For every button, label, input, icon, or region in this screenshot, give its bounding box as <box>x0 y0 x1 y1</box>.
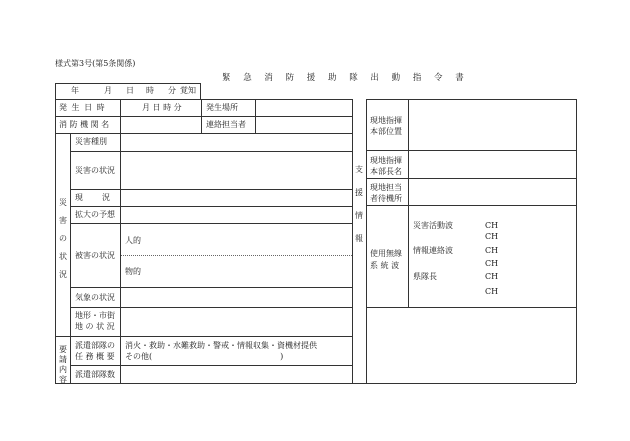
radio-entry-channel: CH <box>485 272 499 281</box>
radio-entry-channel: CH <box>485 221 499 230</box>
radio-entry-name: 県隊長 <box>413 272 437 281</box>
receipt-year-label: 年 <box>71 86 79 95</box>
mission-options-text: 消火・救助・水難救助・警戒・情報収集・資機材提供 <box>125 341 317 350</box>
hq-chief-label-line2: 本部長名 <box>370 167 402 176</box>
receipt-minute-label: 分 <box>168 86 176 95</box>
radio-entry-channel: CH <box>485 246 499 255</box>
occurrence-datetime-label: 発 生 日 時 <box>59 103 106 112</box>
damage-status-label: 被害の状況 <box>75 251 115 260</box>
radio-entry-channel: CH <box>485 259 499 268</box>
hq-chief-label-line1: 現地指揮 <box>370 156 402 165</box>
agency-name-label: 消 防 機 関 名 <box>59 120 110 129</box>
mission-label-line2: 任 務 概 要 <box>75 352 115 361</box>
receipt-day-label: 日 <box>126 86 134 95</box>
radio-entry-name: 災害活動波 <box>413 221 453 230</box>
current-status-label: 現 況 <box>75 193 111 202</box>
disaster-situation-label: 災害の状況 <box>75 166 115 175</box>
occurrence-datetime-value: 月 日 時 分 <box>142 103 182 112</box>
radio-entry-channel: CH <box>485 287 499 296</box>
receipt-hour-label: 時 <box>146 86 154 95</box>
document-title: 緊 急 消 防 援 助 隊 出 動 指 令 書 <box>222 73 469 83</box>
receipt-month-label: 月 <box>104 86 112 95</box>
damage-human-label: 人的 <box>125 236 141 245</box>
occurrence-place-label: 発生場所 <box>206 103 238 112</box>
staging-label-line1: 現地担当 <box>370 183 402 192</box>
weather-status-label: 気象の状況 <box>75 293 115 302</box>
request-content-vertical-label: 要 請 内 容 <box>59 345 67 384</box>
damage-property-label: 物的 <box>125 267 141 276</box>
disaster-status-vertical-label: 災 害 の 状 況 <box>59 198 67 279</box>
expansion-forecast-label: 拡大の予想 <box>75 210 115 219</box>
radio-entry-channel: CH <box>485 232 499 241</box>
hq-location-label-line1: 現地指揮 <box>370 116 402 125</box>
mission-other-text: その他( ) <box>125 352 284 361</box>
unit-count-label: 派遣部隊数 <box>75 370 115 379</box>
terrain-label-line2: 地 の 状 況 <box>75 322 115 331</box>
terrain-label-line1: 地形・市街 <box>75 311 115 320</box>
form-number-label: 様式第3号(第5条関係) <box>55 59 136 68</box>
mission-label-line1: 派遣部隊の <box>75 341 115 350</box>
radio-label-line2: 系 統 波 <box>370 261 400 270</box>
support-info-vertical-label: 支 援 情 報 <box>355 165 363 243</box>
radio-label-line1: 使用無線 <box>370 249 402 258</box>
receipt-suffix-label: 覚知 <box>180 86 196 95</box>
contact-person-label: 連絡担当者 <box>206 120 246 129</box>
radio-entry-name: 情報連絡波 <box>413 246 453 255</box>
staging-label-line2: 者待機所 <box>370 194 402 203</box>
disaster-type-label: 災害種別 <box>75 137 107 146</box>
hq-location-label-line2: 本部位置 <box>370 127 402 136</box>
